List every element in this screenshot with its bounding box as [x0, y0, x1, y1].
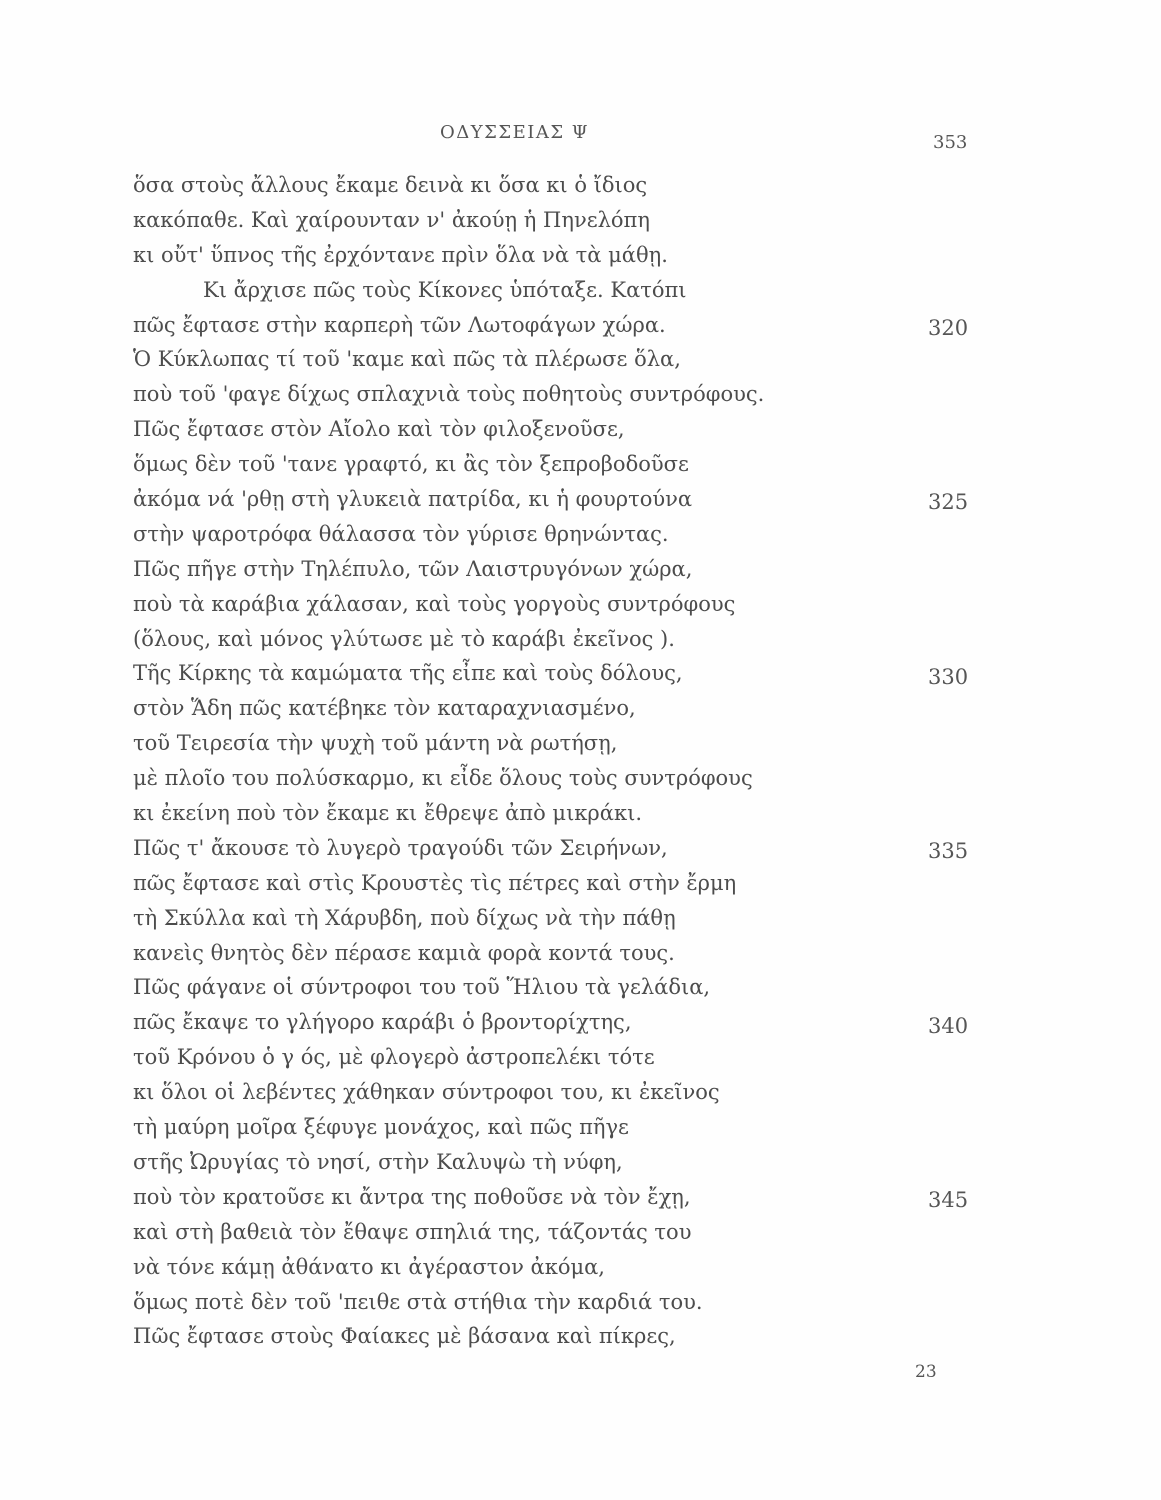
verse-line: Πῶς φάγανε οἱ σύντροφοι του τοῦ Ἥλιου τὰ γελάδια, [133, 975, 711, 1000]
verse-line: ὅμως δὲν τοῦ 'τανε γραφτό, κι ἂς τὸν ξεπροβοδοῦσε [133, 452, 689, 477]
printer-signature: 23 [915, 1362, 937, 1382]
verse-line: στὴν ψαροτρόφα θάλασσα τὸν γύρισε θρηνώντας. [133, 521, 669, 546]
verse-line: τὴ Σκύλλα καὶ τὴ Χάρυβδη, ποὺ δίχως νὰ τὴν πάθῃ [133, 905, 676, 930]
verse-number: 345 [928, 1188, 969, 1213]
verse-line: τοῦ Κρόνου ὁ γ ός, μὲ φλογερὸ ἀστροπελέκι τότε [133, 1045, 655, 1070]
verse-line: κακόπαθε. Καὶ χαίρουνταν ν' ἀκούῃ ἡ Πηνελόπη [133, 207, 650, 232]
verse-number: 340 [928, 1013, 969, 1038]
verse-line: πῶς ἔφτασε στὴν καρπερὴ τῶν Λωτοφάγων χώρα. [133, 312, 666, 337]
verse-line: πῶς ἔκαψε το γλήγορο καράβι ὁ βροντορίχτης, [133, 1010, 632, 1035]
verse-line: κανεὶς θνητὸς δὲν πέρασε καμιὰ φορὰ κοντά τους. [133, 940, 675, 965]
verse-line: Πῶς ἔφτασε στοὺς Φαίακες μὲ βάσανα καὶ πίκρες, [133, 1324, 676, 1349]
verse-line: ποὺ τὸν κρατοῦσε κι ἄντρα της ποθοῦσε νὰ τὸν ἔχῃ, [133, 1184, 691, 1209]
verse-line: Πῶς πῆγε στὴν Τηλέπυλο, τῶν Λαιστρυγόνων χώρα, [133, 556, 693, 581]
verse-line: ποὺ τὰ καράβια χάλασαν, καὶ τοὺς γοργοὺς συντρόφους [133, 591, 736, 616]
verse-line: νὰ τόνε κάμῃ ἀθάνατο κι ἀγέραστον ἀκόμα, [133, 1254, 605, 1279]
verse-line: ὅμως ποτὲ δὲν τοῦ 'πειθε στὰ στήθια τὴν καρδιά του. [133, 1289, 703, 1314]
verse-line: κι οὔτ' ὕπνος τῆς ἐρχόντανε πρὶν ὅλα νὰ τὰ μάθῃ. [133, 242, 668, 267]
verse-line: κι ὅλοι οἱ λεβέντες χάθηκαν σύντροφοι του, κι ἐκεῖνος [133, 1080, 720, 1105]
verse-line: ὅσα στοὺς ἄλλους ἔκαμε δεινὰ κι ὅσα κι ὁ ἴδιος [133, 173, 648, 197]
verse-line: στὸν Ἅδη πῶς κατέβηκε τὸν καταραχνιασμένο, [133, 696, 636, 721]
verse-line: τοῦ Τειρεσία τὴν ψυχὴ τοῦ μάντη νὰ ρωτήσῃ, [133, 731, 618, 756]
verse-line: καὶ στὴ βαθειὰ τὸν ἔθαψε σπηλιά της, τάζοντάς του [133, 1219, 692, 1244]
verse-line: Κι ἄρχισε πῶς τοὺς Κίκονες ὑπόταξε. Κατόπι [203, 277, 687, 302]
verse-line: πῶς ἔφτασε καὶ στὶς Κρουστὲς τὶς πέτρες καὶ στὴν ἔρμη [133, 870, 737, 895]
verse-line: κι ἐκείνη ποὺ τὸν ἔκαμε κι ἔθρεψε ἀπὸ μικράκι. [133, 801, 642, 826]
running-title: ΟΔΥΣΣΕΙΑΣ Ψ [440, 122, 590, 143]
verse-line: τὴ μαύρη μοῖρα ξέφυγε μονάχος, καὶ πῶς πῆγε [133, 1115, 629, 1140]
verse-line: Πῶς ἔφτασε στὸν Αἴολο καὶ τὸν φιλοξενοῦσε, [133, 417, 625, 442]
verse-list [133, 168, 853, 1354]
verse-line: μὲ πλοῖο του πολύσκαρμο, κι εἶδε ὅλους τοὺς συντρόφους [133, 766, 753, 791]
verse-number: 320 [928, 315, 969, 340]
verse-number: 335 [928, 839, 969, 864]
verse-line: στῆς Ὠρυγίας τὸ νησί, στὴν Καλυψὼ τὴ νύφη, [133, 1149, 623, 1174]
verse-line: (ὅλους, καὶ μόνος γλύτωσε μὲ τὸ καράβι ἐκεῖνος ). [133, 626, 675, 651]
page-header [0, 122, 1161, 152]
verse-line: ποὺ τοῦ 'φαγε δίχως σπλαχνιὰ τοὺς ποθητοὺς συντρόφους. [133, 382, 765, 407]
verse-line: ἀκόμα νά 'ρθῃ στὴ γλυκειὰ πατρίδα, κι ἡ φουρτούνα [133, 487, 693, 512]
verse-line: Ὁ Κύκλωπας τί τοῦ 'καμε καὶ πῶς τὰ πλέρωσε ὅλα, [133, 347, 681, 372]
verse-number: 330 [928, 664, 969, 689]
verse-line: Τῆς Κίρκης τὰ καμώματα τῆς εἶπε καὶ τοὺς δόλους, [133, 661, 683, 686]
verse-number: 325 [928, 490, 969, 515]
page-number: 353 [933, 132, 968, 153]
verse-line: Πῶς τ' ἄκουσε τὸ λυγερὸ τραγούδι τῶν Σειρήνων, [133, 835, 668, 860]
